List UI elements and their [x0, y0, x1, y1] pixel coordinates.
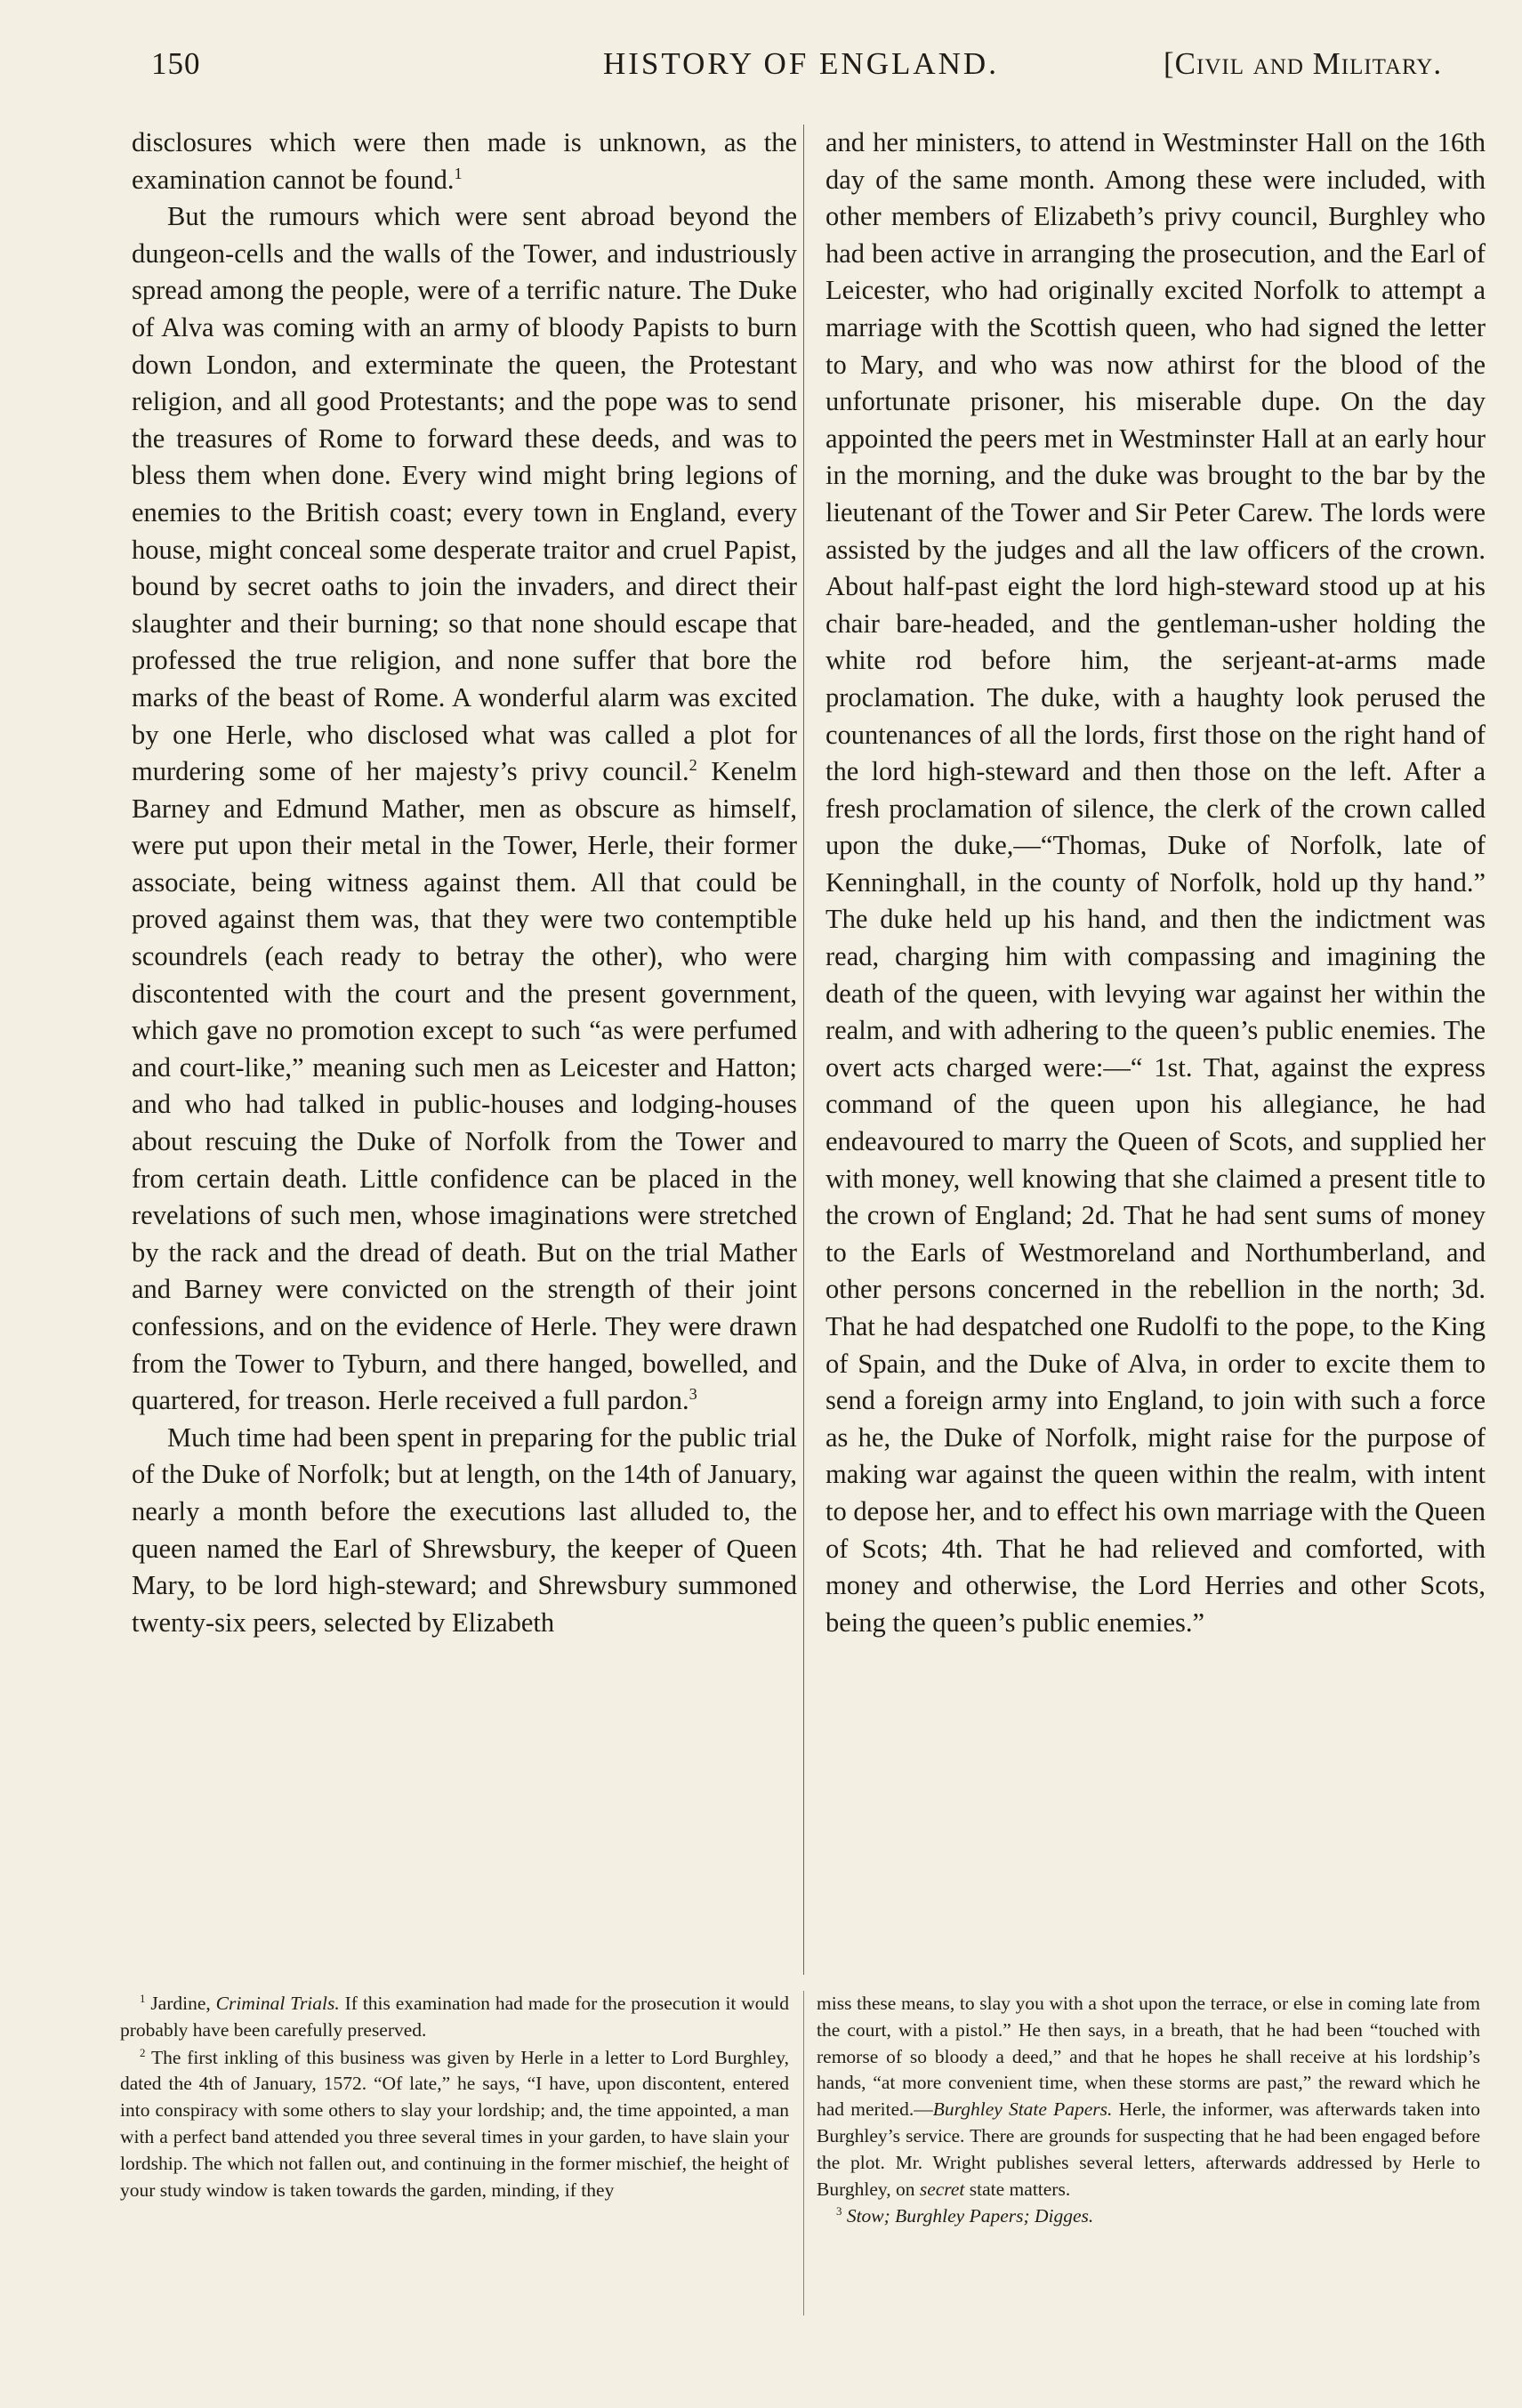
paragraph-text: But the rumours which were sent abroad beyond the dungeon-cells and the walls of the Tower, and industriously spread among the people, were of a terrific nature. The Duke of Alva was coming with an army of bloody Papists to burn down London, and exterminate the queen, the Protestant religion, and all good Protestants; and the pope was to send the treasures of Rome to forward these deeds, and was to bless them when done. Every wind might bring legions of enemies to the British coast; every town in England, every house, might conceal some desperate traitor and cruel Papist, bound by secret oaths to join the invaders, and direct their slaughter and their burning; so that none should escape that professed the true religion, and none suffer that bore the marks of the beast of Rome. A wonderful alarm was excited by one Herle, who disclosed what was called a plot for murdering some of her majesty’s privy council.	[132, 201, 797, 787]
footnote-text: state matters.	[964, 2178, 1071, 2200]
footnote-text: miss these means, to slay you with a shot upon the terrace, or else in coming late from the court, with a pistol.” He then says, in a breath, that he had been “touched with remorse of so bloody a deed,” and that he hopes he shall receive at his lordship’s hands, “at more convenient time, when these storms are past,” the reward which he had merited.—	[817, 1993, 1480, 2121]
footnote-text: Jardine,	[145, 1993, 216, 2014]
footnote-citation: Criminal Trials.	[215, 1993, 340, 2014]
footnote-text: If this examination had made for the prosecution it would probably have been carefully preserved.	[120, 1993, 790, 2041]
footnote	[817, 2203, 1480, 2230]
footnote-ref: 3	[689, 1385, 697, 1404]
footnote	[817, 1991, 1480, 2203]
paragraph	[825, 125, 1486, 1641]
footnotes-left	[120, 1991, 789, 2204]
running-header	[132, 46, 1502, 100]
footnote-text: The first inkling of this business was given by Herle in a letter to Lord Burghley, dated the 4th of January, 1572. “Of late,” he says, “I have, upon discontent, entered into conspiracy with some others to slay your lordship; and, the time appointed, a man with a perfect band attended you three several times in your garden, to have slain your lordship. The which not fallen out, and continuing in the former mischief, the height of your study window is taken towards the garden, minding, if they	[120, 2046, 789, 2201]
footnotes-right	[817, 1991, 1480, 2231]
paragraph	[132, 125, 797, 198]
paragraph	[132, 198, 797, 1420]
footnote-mark: 1	[140, 1992, 146, 2005]
column-divider	[803, 125, 804, 1975]
right-column	[825, 125, 1486, 1641]
footnote-ref: 1	[454, 164, 463, 182]
footnote-mark: 2	[140, 2046, 146, 2059]
footnote-citation: Stow; Burghley Papers; Digges.	[846, 2205, 1094, 2227]
footnote	[120, 2045, 789, 2204]
paragraph-text: Much time had been spent in preparing for the public trial of the Duke of Norfolk; but at length, on the 14th of January, nearly a month before the executions last alluded to, the queen named the Earl of Shrewsbury, the keeper of Queen Mary, to be lord high-steward; and Shrewsbury summoned twenty-six peers, selected by Elizabeth	[132, 1421, 797, 1638]
running-title: HISTORY OF ENGLAND.	[603, 46, 999, 81]
footnote-mark: 3	[836, 2205, 842, 2219]
footnote	[120, 1991, 789, 2044]
paragraph-text: and her ministers, to attend in Westminster Hall on the 16th day of the same month. Among these were included, with other members of Elizabeth’s privy council, Burghley who had been active in arranging the prosecution, and the Earl of Leicester, who had originally excited Norfolk to attempt a marriage with the Scottish queen, who had signed the letter to Mary, and who was now athirst for the blood of the unfortunate prisoner, his miserable dupe. On the day appointed the peers met in Westminster Hall at an early hour in the morning, and the duke was brought to the bar by the lieutenant of the Tower and Sir Peter Carew. The lords were assisted by the judges and all the law officers of the crown. About half-past eight the lord high-steward stood up at his chair bare-headed, and the gentleman-usher holding the white rod before him, the serjeant-at-arms made proclamation. The duke, with a haughty look perused the countenances of all the lords, first those on the right hand of the lord high-steward and then those on the left. After a fresh proclamation of silence, the clerk of the crown called upon the duke,—“Thomas, Duke of Norfolk, late of Kenninghall, in the county of Norfolk, hold up thy hand.” The duke held up his hand, and then the indictment was read, charging him with compassing and imagining the death of the queen, with levying war against her within the realm, and with adhering to the queen’s public enemies. The overt acts charged were:—“ 1st. That, against the express command of the queen upon his allegiance, he had endeavoured to marry the Queen of Scots, and supplied her with money, well knowing that she claimed a present title to the crown of England; 2d. That he had sent sums of money to the Earls of Westmoreland and Northumberland, and other persons concerned in the rebellion in the north; 3d. That he had despatched one Rudolfi to the pope, to the King of Spain, and the Duke of Alva, in order to excite them to send a foreign army into England, to join with such a force as he, the Duke of Norfolk, might raise for the purpose of making war against the queen within the realm, with intent to depose her, and to effect his own marriage with the Queen of Scots; 4th. That he had relieved and comforted, with money and otherwise, the Lord Herries and other Scots, being the queen’s public enemies.”	[825, 127, 1486, 1638]
footnote-text: Herle, the informer, was afterwards taken into Burghley’s service. There are grounds for suspecting that he had been engaged before the plot. Mr. Wright publishes several letters, afterwards addressed by Herle to Burghley, on	[817, 2098, 1480, 2200]
section-label: [Civil and Military.	[1164, 46, 1443, 81]
paragraph-text: Kenelm Barney and Edmund Mather, men as obscure as himself, were put upon their metal in the Tower, Herle, their former associate, being witness against them. All that could be proved against them was, that they were two contemptible scoundrels (each ready to betray the other), who were discontented with the court and the present government, which gave no promotion except to such “as were perfumed and court-like,” meaning such men as Leicester and Hatton; and who had talked in public-houses and lodging-houses about rescuing the Duke of Norfolk from the Tower and from certain death. Little confidence can be placed in the revelations of such men, whose imaginations were stretched by the rack and the dread of death. But on the trial Mather and Barney were convicted on the strength of their joint confessions, and on the evidence of Herle. They were drawn from the Tower to Tyburn, and there hanged, bowelled, and quartered, for treason. Herle received a full pardon.	[132, 756, 797, 1416]
paragraph-text: disclosures which were then made is unknown, as the examination cannot be found.	[132, 127, 797, 195]
footnote-divider	[803, 1991, 804, 2315]
left-column	[132, 125, 797, 1641]
footnote-citation: Burghley State Papers.	[932, 2098, 1113, 2121]
footnote-emphasis: secret	[919, 2178, 965, 2200]
page-number: 150	[151, 46, 201, 81]
paragraph	[132, 1420, 797, 1642]
footnote-ref: 2	[689, 755, 697, 774]
